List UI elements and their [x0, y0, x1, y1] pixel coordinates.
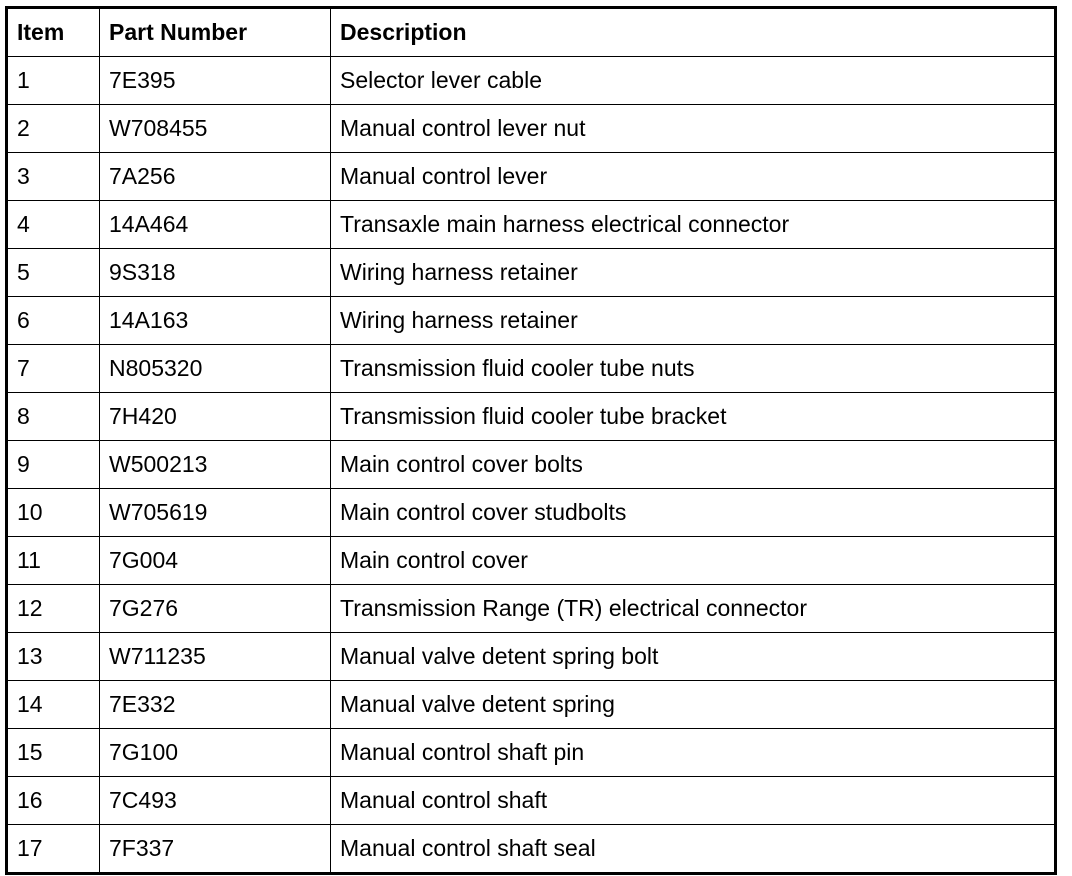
part-number-cell: 7A256 — [100, 153, 331, 201]
item-cell: 8 — [7, 393, 100, 441]
table-row — [7, 681, 1056, 729]
part-number-cell: 7G004 — [100, 537, 331, 585]
table-row — [7, 393, 1056, 441]
description-cell: Wiring harness retainer — [331, 297, 1056, 345]
description-cell: Manual valve detent spring — [331, 681, 1056, 729]
table-row — [7, 249, 1056, 297]
item-cell: 16 — [7, 777, 100, 825]
table-row — [7, 153, 1056, 201]
description-cell: Transaxle main harness electrical connector — [331, 201, 1056, 249]
item-cell: 12 — [7, 585, 100, 633]
item-cell: 6 — [7, 297, 100, 345]
item-cell: 1 — [7, 57, 100, 105]
item-cell: 13 — [7, 633, 100, 681]
table-body — [7, 57, 1056, 874]
part-number-cell: N805320 — [100, 345, 331, 393]
item-cell: 15 — [7, 729, 100, 777]
description-cell: Selector lever cable — [331, 57, 1056, 105]
part-number-cell: 14A163 — [100, 297, 331, 345]
table-row — [7, 201, 1056, 249]
item-cell: 9 — [7, 441, 100, 489]
part-number-cell: W705619 — [100, 489, 331, 537]
item-cell: 7 — [7, 345, 100, 393]
table-row — [7, 537, 1056, 585]
table-row — [7, 585, 1056, 633]
table-row — [7, 729, 1056, 777]
part-number-cell: 7E332 — [100, 681, 331, 729]
header-row — [7, 8, 1056, 57]
item-cell: 14 — [7, 681, 100, 729]
part-number-cell: 7F337 — [100, 825, 331, 874]
part-number-cell: W711235 — [100, 633, 331, 681]
table-row — [7, 57, 1056, 105]
table-row — [7, 441, 1056, 489]
table-header — [7, 8, 1056, 57]
description-cell: Transmission fluid cooler tube nuts — [331, 345, 1056, 393]
part-number-cell: 14A464 — [100, 201, 331, 249]
description-cell: Manual control shaft pin — [331, 729, 1056, 777]
description-cell: Transmission Range (TR) electrical connector — [331, 585, 1056, 633]
part-number-cell: 7G276 — [100, 585, 331, 633]
description-cell: Wiring harness retainer — [331, 249, 1056, 297]
part-number-cell: 9S318 — [100, 249, 331, 297]
header-item: Item — [7, 8, 100, 57]
table-row — [7, 345, 1056, 393]
item-cell: 11 — [7, 537, 100, 585]
description-cell: Manual valve detent spring bolt — [331, 633, 1056, 681]
parts-table — [5, 6, 1057, 875]
item-cell: 4 — [7, 201, 100, 249]
item-cell: 2 — [7, 105, 100, 153]
part-number-cell: 7E395 — [100, 57, 331, 105]
item-cell: 5 — [7, 249, 100, 297]
table-row — [7, 633, 1056, 681]
item-cell: 17 — [7, 825, 100, 874]
description-cell: Transmission fluid cooler tube bracket — [331, 393, 1056, 441]
item-cell: 10 — [7, 489, 100, 537]
description-cell: Manual control lever nut — [331, 105, 1056, 153]
part-number-cell: W500213 — [100, 441, 331, 489]
description-cell: Manual control lever — [331, 153, 1056, 201]
table-row — [7, 825, 1056, 874]
part-number-cell: W708455 — [100, 105, 331, 153]
part-number-cell: 7C493 — [100, 777, 331, 825]
description-cell: Main control cover studbolts — [331, 489, 1056, 537]
description-cell: Main control cover bolts — [331, 441, 1056, 489]
table-row — [7, 105, 1056, 153]
description-cell: Manual control shaft seal — [331, 825, 1056, 874]
item-cell: 3 — [7, 153, 100, 201]
table-row — [7, 297, 1056, 345]
part-number-cell: 7G100 — [100, 729, 331, 777]
table-row — [7, 489, 1056, 537]
description-cell: Manual control shaft — [331, 777, 1056, 825]
part-number-cell: 7H420 — [100, 393, 331, 441]
header-part-number: Part Number — [100, 8, 331, 57]
header-description: Description — [331, 8, 1056, 57]
description-cell: Main control cover — [331, 537, 1056, 585]
table-row — [7, 777, 1056, 825]
